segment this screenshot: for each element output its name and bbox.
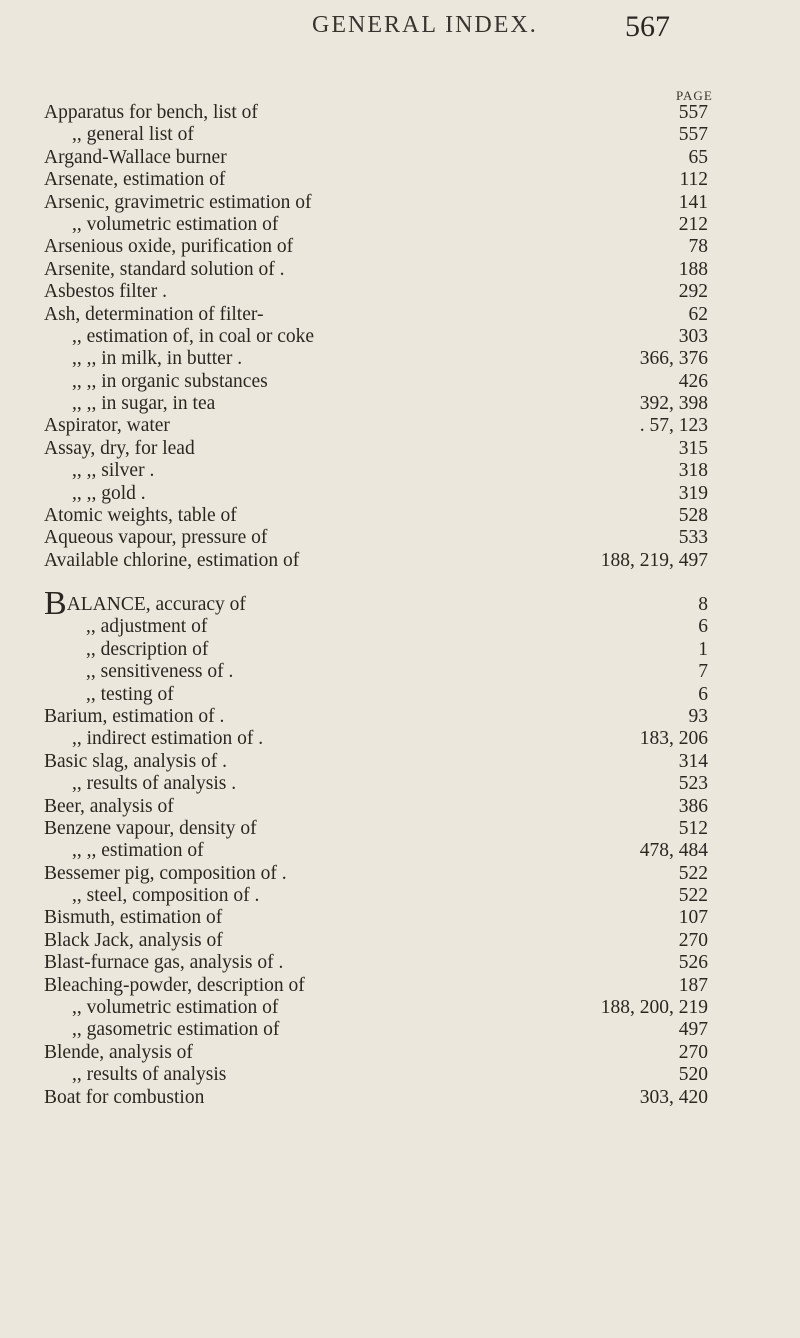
index-term: Barium, estimation of .	[44, 705, 225, 727]
index-term: Benzene vapour, density of	[44, 817, 257, 839]
index-page-refs: 522	[678, 885, 708, 907]
index-entry	[0, 1087, 800, 1109]
index-entry	[0, 684, 800, 706]
index-page-refs: 62	[688, 303, 708, 325]
index-page-refs: 528	[678, 505, 708, 527]
index-entry	[0, 393, 800, 415]
index-page-refs: 141	[678, 191, 708, 213]
index-page-refs: 270	[678, 929, 708, 951]
index-page-refs: 212	[678, 213, 708, 235]
index-term: ,, results of analysis	[72, 1064, 227, 1086]
drop-cap: B	[44, 585, 67, 622]
index-term: ,, ,, in milk, in butter .	[72, 348, 243, 370]
index-entry	[0, 124, 800, 146]
index-page-refs: 292	[678, 281, 708, 303]
index-entry	[0, 214, 800, 236]
page-number: 567	[625, 10, 670, 43]
index-term: ,, estimation of, in coal or coke	[72, 325, 315, 347]
index-entry	[0, 438, 800, 460]
index-entry	[0, 147, 800, 169]
page-column-label: PAGE	[676, 88, 713, 103]
index-page-refs: 183, 206	[639, 728, 708, 750]
index-entry	[0, 706, 800, 728]
index-entry	[0, 907, 800, 929]
index-page-refs: 187	[678, 974, 708, 996]
index-term: Atomic weights, table of	[44, 505, 237, 527]
index-entry	[0, 304, 800, 326]
index-term: Black Jack, analysis of	[44, 929, 223, 951]
index-page-refs: 303, 420	[639, 1086, 708, 1108]
index-section-a	[0, 102, 800, 572]
index-term: ,, adjustment of	[86, 616, 208, 638]
index-term: Apparatus for bench, list of	[44, 102, 258, 123]
index-entry	[0, 863, 800, 885]
index-entry	[0, 661, 800, 683]
index-entry	[0, 997, 800, 1019]
index-entry	[0, 639, 800, 661]
index-page-refs: 93	[688, 705, 708, 727]
index-page-refs: 315	[678, 437, 708, 459]
index-page-refs: 6	[698, 683, 708, 705]
index-page-refs: 188	[678, 258, 708, 280]
index-page-refs: 7	[698, 661, 708, 683]
index-entry	[0, 483, 800, 505]
index-entry	[0, 1019, 800, 1041]
index-entry	[0, 527, 800, 549]
index-entry	[0, 930, 800, 952]
index-page-refs: 533	[678, 527, 708, 549]
index-entry	[0, 818, 800, 840]
index-term: Asbestos filter .	[44, 281, 167, 303]
index-term: Ash, determination of filter-	[44, 303, 264, 325]
index-term: ,, steel, composition of .	[72, 885, 260, 907]
index-page-refs: 78	[688, 236, 708, 258]
index-page-refs: 6	[698, 616, 708, 638]
index-entry	[0, 102, 800, 124]
index-entry	[0, 326, 800, 348]
index-term: ,, volumetric estimation of	[72, 997, 279, 1019]
index-term: ,, results of analysis .	[72, 773, 237, 795]
index-term: Aspirator, water	[44, 415, 170, 437]
index-entry	[0, 728, 800, 750]
index-page-refs: 65	[688, 146, 708, 168]
index-page-refs: 270	[678, 1041, 708, 1063]
index-term: Arsenate, estimation of	[44, 169, 226, 191]
index-entry	[0, 975, 800, 997]
index-entry	[0, 348, 800, 370]
index-entry	[0, 169, 800, 191]
index-section-b	[0, 585, 800, 1109]
index-entry	[0, 281, 800, 303]
index-term: Arsenic, gravimetric estimation of	[44, 191, 312, 213]
index-page-refs: 1	[698, 638, 708, 660]
index-page-refs: 188, 200, 219	[600, 997, 708, 1019]
index-term: ,, ,, estimation of	[72, 840, 204, 862]
index-page-refs: 8	[698, 594, 708, 615]
index-term: Available chlorine, estimation of	[44, 549, 300, 571]
index-page-refs: 392, 398	[639, 393, 708, 415]
index-term: Blast-furnace gas, analysis of .	[44, 952, 284, 974]
index-entry	[0, 751, 800, 773]
index-term: Bismuth, estimation of	[44, 907, 223, 929]
index-term: Boat for combustion	[44, 1086, 205, 1108]
index-term: Assay, dry, for lead	[44, 437, 195, 459]
index-entry	[0, 371, 800, 393]
index-term: ,, ,, in organic substances	[72, 370, 268, 392]
running-head	[0, 12, 800, 52]
index-entry	[0, 1064, 800, 1086]
index-entry	[0, 1042, 800, 1064]
index-entry	[0, 192, 800, 214]
index-page-refs: 523	[678, 773, 708, 795]
index-term: ,, ,, in sugar, in tea	[72, 393, 216, 415]
index-term: Arsenious oxide, purification of	[44, 236, 294, 258]
index-page-refs: 557	[678, 102, 708, 123]
index-term: Beer, analysis of	[44, 795, 174, 817]
index-term: Aqueous vapour, pressure of	[44, 527, 268, 549]
index-term: ,, testing of	[86, 683, 174, 705]
index-page-refs: 303	[678, 325, 708, 347]
index-term: ,, description of	[86, 638, 209, 660]
index-term: Blende, analysis of	[44, 1041, 193, 1063]
index-page-refs: 188, 219, 497	[600, 549, 708, 571]
index-term: ,, volumetric estimation of	[72, 213, 279, 235]
index-page-refs: 520	[678, 1064, 708, 1086]
index-page-refs: 366, 376	[639, 348, 708, 370]
index-entry	[0, 840, 800, 862]
index-entry	[0, 885, 800, 907]
index-page-refs: 319	[678, 482, 708, 504]
index-term: ,, gasometric estimation of	[72, 1019, 280, 1041]
index-entry	[0, 415, 800, 437]
index-page-refs: 107	[678, 907, 708, 929]
index-term	[44, 585, 246, 622]
index-term: Argand-Wallace burner	[44, 146, 227, 168]
index-entry	[0, 505, 800, 527]
index-page-refs: 386	[678, 795, 708, 817]
index-page-refs: 512	[678, 817, 708, 839]
index-term: ,, ,, silver .	[72, 460, 155, 482]
index-page-refs: 318	[678, 460, 708, 482]
index-page-refs: 112	[679, 169, 708, 191]
index-entry	[0, 259, 800, 281]
running-title: GENERAL INDEX.	[312, 12, 538, 38]
index-term: ,, indirect estimation of .	[72, 728, 264, 750]
index-term-text: ALANCE, accuracy of	[66, 594, 246, 615]
index-term: ,, sensitiveness of .	[86, 661, 234, 683]
index-entry	[0, 952, 800, 974]
index-page-refs: 426	[678, 370, 708, 392]
index-page-refs: 497	[678, 1019, 708, 1041]
index-term: Basic slag, analysis of .	[44, 750, 228, 772]
index-term: ,, general list of	[72, 124, 194, 146]
index-page-refs: 522	[678, 862, 708, 884]
index-term: Bessemer pig, composition of .	[44, 862, 287, 884]
index-entry	[0, 236, 800, 258]
index-page-refs: 526	[678, 952, 708, 974]
index-entry	[0, 616, 800, 638]
index-term: Bleaching-powder, description of	[44, 974, 305, 996]
index-entry	[0, 585, 800, 622]
index-entry	[0, 460, 800, 482]
index-entry	[0, 796, 800, 818]
index-entry	[0, 773, 800, 795]
index-term: Arsenite, standard solution of .	[44, 258, 285, 280]
index-entry	[0, 550, 800, 572]
index-page-refs: 478, 484	[639, 840, 708, 862]
index-page-refs: 557	[678, 124, 708, 146]
index-term: ,, ,, gold .	[72, 482, 146, 504]
index-page-refs: 314	[678, 750, 708, 772]
index-page-refs: . 57, 123	[639, 415, 708, 437]
